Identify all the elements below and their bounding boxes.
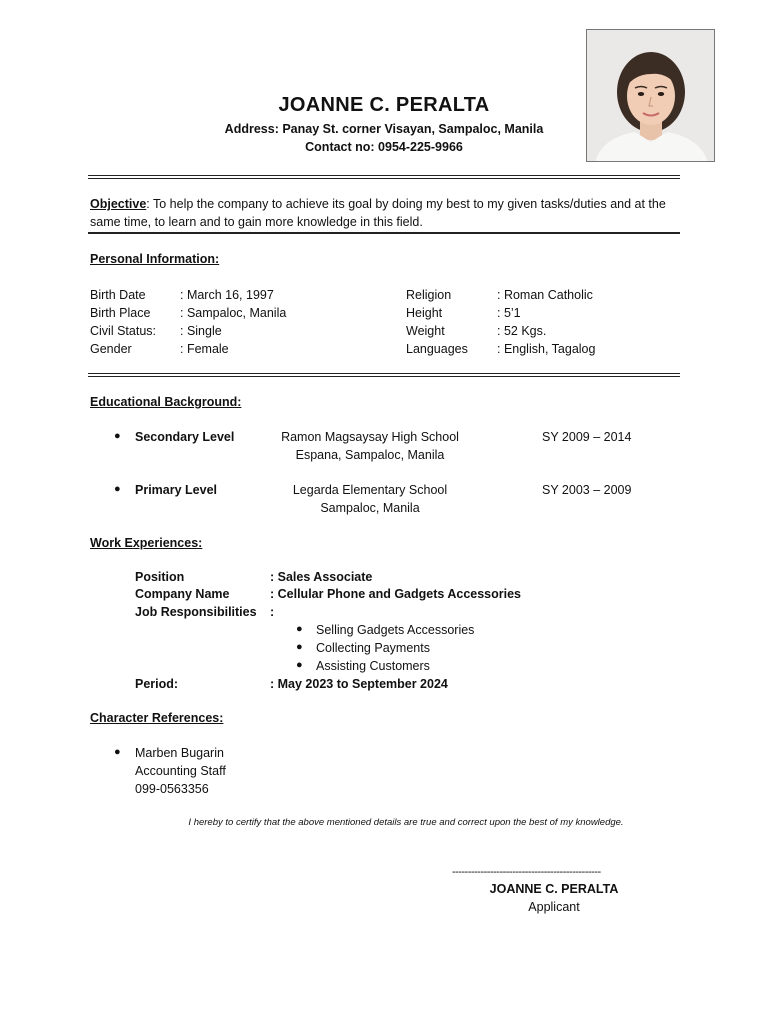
work-position-label: Position: [135, 570, 185, 584]
info-row-gender: [90, 340, 286, 358]
bullet-icon: ●: [296, 623, 303, 635]
info-row-birth-date: [90, 286, 286, 304]
info-row-religion: [406, 286, 595, 304]
info-row-languages: [406, 340, 595, 358]
info-label: Height: [406, 306, 443, 320]
info-value: : 52 Kgs.: [497, 324, 547, 338]
work-company-value: : Cellular Phone and Gadgets Accessories: [270, 587, 522, 601]
education-years: SY 2003 – 2009: [542, 483, 632, 497]
signature-line: -----------------------------------------------: [452, 866, 601, 878]
info-value: : 5’1: [497, 306, 521, 320]
info-label: Weight: [406, 324, 445, 338]
info-value: : Single: [180, 324, 222, 338]
info-label: Religion: [406, 288, 452, 302]
applicant-name: JOANNE C. PERALTA: [278, 94, 490, 116]
reference-role: Accounting Staff: [135, 764, 226, 778]
certification-statement: I hereby to certify that the above mentioned details are true and correct upon the best of my knowledge.: [188, 817, 624, 828]
info-value: : Female: [180, 342, 229, 356]
objective-text: : To help the company to achieve its goal by doing my best to my given tasks/duties and at the same time, to learn and to gain more knowledge in this field.: [90, 197, 666, 229]
address: Address: Panay St. corner Visayan, Sampaloc, Manila: [224, 122, 544, 136]
education-title: Educational Background:: [90, 395, 242, 409]
profile-photo: [586, 29, 715, 162]
info-value: : Sampaloc, Manila: [180, 306, 287, 320]
personal-info-right: [406, 286, 595, 358]
info-row-weight: [406, 322, 595, 340]
responsibility-text: Selling Gadgets Accessories: [316, 623, 475, 637]
info-label: Birth Date: [90, 288, 146, 302]
objective-divider: [88, 232, 680, 234]
bullet-icon: ●: [114, 483, 121, 495]
profile-photo-image: [587, 30, 715, 162]
info-value: : March 16, 1997: [180, 288, 274, 302]
education-location: Sampaloc, Manila: [320, 501, 420, 515]
bullet-icon: ●: [296, 641, 303, 653]
education-years: SY 2009 – 2014: [542, 430, 632, 444]
objective-label: Objective: [90, 197, 147, 211]
responsibility-text: Collecting Payments: [316, 641, 430, 655]
personal-info-left: [90, 286, 286, 358]
info-label: Gender: [90, 342, 132, 356]
info-label: Languages: [406, 342, 468, 356]
references-title: Character References:: [90, 711, 224, 725]
info-value: : Roman Catholic: [497, 288, 593, 302]
info-label: Civil Status:: [90, 324, 156, 338]
reference-phone: 099-0563356: [135, 782, 209, 796]
work-company-label: Company Name: [135, 587, 230, 601]
info-label: Birth Place: [90, 306, 151, 320]
work-position-value: : Sales Associate: [270, 570, 373, 584]
work-title: Work Experiences:: [90, 536, 203, 550]
education-level: Primary Level: [135, 483, 217, 497]
personal-info-divider: [88, 373, 680, 377]
info-row-civil-status: [90, 322, 286, 340]
education-school: Ramon Magsaysay High School: [281, 430, 459, 444]
education-location: Espana, Sampaloc, Manila: [295, 448, 445, 462]
bullet-icon: ●: [114, 430, 121, 442]
education-level: Secondary Level: [135, 430, 235, 444]
bullet-icon: ●: [114, 746, 121, 758]
work-responsibilities-value: :: [270, 605, 275, 619]
header-divider: [88, 175, 680, 179]
bullet-icon: ●: [296, 659, 303, 671]
responsibility-text: Assisting Customers: [316, 659, 430, 673]
reference-name: Marben Bugarin: [135, 746, 224, 760]
info-value: : English, Tagalog: [497, 342, 596, 356]
contact-number: Contact no: 0954-225-9966: [305, 140, 463, 154]
education-school: Legarda Elementary School: [292, 483, 448, 497]
work-period-label: Period:: [135, 677, 179, 691]
personal-info-title: Personal Information:: [90, 252, 220, 266]
work-responsibilities-label: Job Responsibilities: [135, 605, 257, 619]
signature-role: Applicant: [528, 900, 580, 914]
signature-name: JOANNE C. PERALTA: [489, 882, 619, 896]
info-row-birth-place: [90, 304, 286, 322]
info-row-height: [406, 304, 595, 322]
work-period-value: : May 2023 to September 2024: [270, 677, 448, 691]
objective: [90, 195, 682, 231]
